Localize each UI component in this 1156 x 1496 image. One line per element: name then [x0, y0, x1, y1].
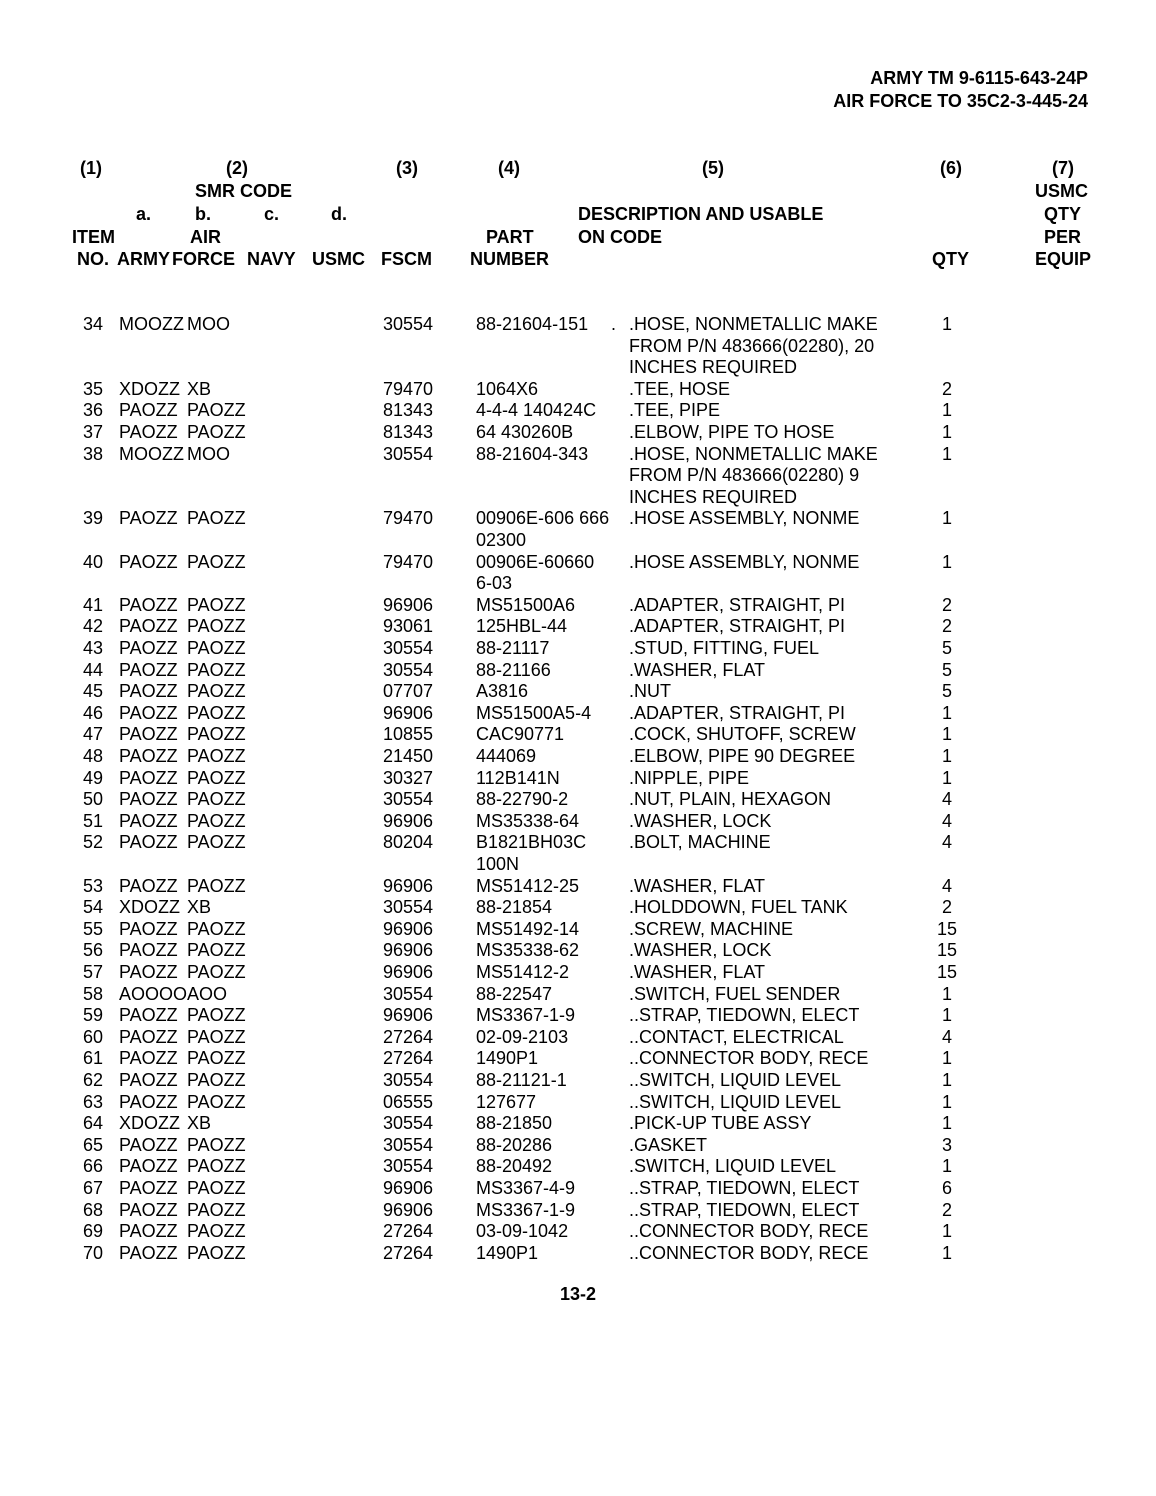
description-text: ..STRAP, TIEDOWN, ELECT [629, 1199, 860, 1220]
fscm-code: 30554 [383, 659, 434, 680]
smr-army-code: AOOOO [119, 983, 188, 1004]
quantity: 4 [941, 789, 952, 810]
smr-air-force-code: PAOZZ [187, 1199, 246, 1220]
item-number: 64 [82, 1113, 103, 1134]
item-number: 37 [82, 422, 103, 442]
air-header: AIR [190, 227, 221, 247]
item-number: 46 [82, 702, 103, 723]
smr-army-code: XDOZZ [119, 897, 180, 918]
item-number: 62 [82, 1070, 103, 1090]
fscm-code: 96906 [383, 875, 434, 896]
part-number: MS51500A6 [476, 594, 576, 615]
description-text: ..SWITCH, LIQUID LEVEL [629, 1070, 842, 1090]
smr-air-force-code: XB [187, 378, 212, 399]
smr-air-force-code: PAOZZ [187, 1221, 246, 1242]
part-number: 88-21604-343 [476, 443, 589, 464]
item-number: 69 [82, 1221, 103, 1242]
smr-army-code: PAOZZ [119, 1156, 178, 1177]
quantity: 15 [936, 918, 958, 939]
smr-code-header: SMR CODE [195, 181, 293, 201]
item-number: 36 [82, 400, 103, 421]
fscm-code: 27264 [383, 1242, 434, 1263]
quantity: 1 [941, 724, 952, 745]
description-text: .ELBOW, PIPE 90 DEGREE [629, 746, 856, 766]
description-text: .HOLDDOWN, FUEL TANK [629, 897, 848, 918]
fscm-code: 79470 [383, 551, 434, 572]
description-text: .HOSE ASSEMBLY, NONME [629, 551, 860, 572]
part-number: A3816 [476, 681, 529, 702]
fscm-code: 79470 [383, 378, 434, 399]
part-header: PART [486, 227, 534, 247]
description-text: FROM P/N 483666(02280) 9 [629, 465, 860, 486]
item-number: 59 [82, 1005, 103, 1026]
description-text: .TEE, HOSE [629, 378, 731, 399]
fscm-code: 30554 [383, 314, 434, 334]
fscm-code: 07707 [383, 681, 434, 702]
smr-air-force-code: PAOZZ [187, 1070, 246, 1090]
quantity: 1 [941, 767, 952, 788]
smr-army-code: PAOZZ [119, 1005, 178, 1026]
description-header-line1: DESCRIPTION AND USABLE [578, 204, 824, 224]
part-number: 100N [476, 854, 520, 874]
col4-number: (4) [498, 158, 520, 178]
item-number: 51 [82, 810, 103, 831]
quantity: 1 [941, 422, 952, 442]
part-number: 88-21604-151 [476, 314, 589, 334]
smr-air-force-code: PAOZZ [187, 724, 246, 745]
quantity: 1 [941, 702, 952, 723]
item-number: 39 [82, 508, 103, 529]
part-number: 03-09-1042 [476, 1221, 569, 1242]
smr-air-force-code: MOO [187, 314, 230, 334]
fscm-code: 96906 [383, 702, 434, 723]
smr-air-force-code: PAOZZ [187, 1156, 246, 1177]
item-number: 52 [82, 832, 103, 853]
smr-army-code: PAOZZ [119, 767, 178, 788]
smr-air-force-code: PAOZZ [187, 1048, 246, 1069]
description-text: .STUD, FITTING, FUEL [629, 638, 820, 658]
part-number: 88-21854 [476, 897, 553, 918]
part-number: 88-20286 [476, 1134, 553, 1155]
quantity: 5 [941, 681, 952, 702]
quantity: 1 [941, 443, 952, 464]
fscm-code: 96906 [383, 810, 434, 831]
smr-air-force-code: PAOZZ [187, 875, 246, 896]
description-text: .HOSE, NONMETALLIC MAKE [629, 314, 878, 334]
item-number: 67 [82, 1178, 103, 1198]
smr-air-force-code: PAOZZ [187, 1091, 246, 1112]
fscm-code: 30554 [383, 897, 434, 918]
fscm-code: 96906 [383, 918, 434, 939]
part-number: 88-21121-1 [476, 1070, 567, 1090]
part-number: 112B141N [476, 767, 560, 788]
quantity: 1 [941, 1242, 952, 1263]
quantity: 2 [941, 594, 952, 615]
smr-army-code: PAOZZ [119, 508, 178, 529]
quantity: 1 [941, 1113, 952, 1134]
part-number: MS51412-25 [476, 875, 580, 896]
part-number: MS51500A5-4 [476, 702, 592, 723]
smr-air-force-code: PAOZZ [187, 1134, 246, 1155]
item-number: 58 [82, 983, 103, 1004]
col1-number: (1) [80, 158, 102, 178]
fscm-code: 79470 [383, 508, 434, 529]
smr-army-code: PAOZZ [119, 702, 178, 723]
fscm-code: 21450 [383, 746, 434, 766]
smr-air-force-code: PAOZZ [187, 1242, 246, 1263]
smr-air-force-code: PAOZZ [187, 422, 246, 442]
smr-army-code: PAOZZ [119, 1199, 178, 1220]
item-number: 44 [82, 659, 103, 680]
fscm-code: 96906 [383, 594, 434, 615]
usmc-qty-header-line2: QTY [1044, 204, 1082, 224]
description-text: .HOSE ASSEMBLY, NONME [629, 508, 860, 529]
description-text: ..STRAP, TIEDOWN, ELECT [629, 1178, 860, 1198]
fscm-code: 81343 [383, 400, 434, 421]
part-number: 88-22790-2 [476, 789, 569, 810]
quantity: 1 [941, 1091, 952, 1112]
quantity: 15 [936, 940, 958, 961]
quantity: 1 [941, 983, 952, 1004]
smr-air-force-code: PAOZZ [187, 400, 246, 421]
description-text: .ELBOW, PIPE TO HOSE [629, 422, 835, 442]
quantity: 1 [941, 1070, 952, 1090]
number-header: NUMBER [470, 249, 549, 269]
smr-army-code: PAOZZ [119, 940, 178, 961]
item-header: ITEM [72, 227, 115, 247]
quantity: 2 [941, 897, 952, 918]
part-number: MS3367-1-9 [476, 1199, 576, 1220]
smr-air-force-code: PAOZZ [187, 702, 246, 723]
part-number: 88-20492 [476, 1156, 553, 1177]
no-header: NO. [77, 249, 110, 269]
col7-number: (7) [1052, 158, 1074, 178]
description-text: .ADAPTER, STRAIGHT, PI [629, 594, 846, 615]
navy-header: NAVY [247, 249, 296, 269]
force-header: FORCE [172, 249, 235, 269]
quantity: 1 [941, 1156, 952, 1177]
description-text: INCHES REQUIRED [629, 357, 798, 378]
quantity: 6 [941, 1178, 952, 1198]
fscm-code: 27264 [383, 1221, 434, 1242]
fscm-code: 30554 [383, 638, 434, 658]
smr-air-force-code: PAOZZ [187, 1026, 246, 1047]
smr-army-code: PAOZZ [119, 1178, 178, 1198]
smr-army-code: PAOZZ [119, 746, 178, 766]
description-text: .HOSE, NONMETALLIC MAKE [629, 443, 878, 464]
part-number: 4-4-4 140424C [476, 400, 597, 421]
description-text: .SWITCH, LIQUID LEVEL [629, 1156, 837, 1177]
fscm-code: 93061 [383, 616, 434, 637]
description-text: .ADAPTER, STRAIGHT, PI [629, 616, 846, 637]
smr-air-force-code: XB [187, 897, 212, 918]
item-number: 42 [82, 616, 103, 637]
usmc-qty-header-line4: EQUIP [1035, 249, 1092, 269]
part-number: 88-21117 [476, 638, 550, 658]
smr-air-force-code: PAOZZ [187, 508, 246, 529]
smr-air-force-code: PAOZZ [187, 681, 246, 702]
part-number: 00906E-60660 [476, 551, 595, 572]
quantity: 1 [941, 1221, 952, 1242]
fscm-code: 10855 [383, 724, 434, 745]
document-title-air-force: AIR FORCE TO 35C2-3-445-24 [833, 91, 1088, 111]
description-header-line2: ON CODE [578, 227, 663, 247]
smr-air-force-code: PAOZZ [187, 551, 246, 572]
quantity: 1 [941, 551, 952, 572]
usmc-header: USMC [312, 249, 365, 269]
item-number: 47 [82, 724, 103, 745]
smr-air-force-code: PAOZZ [187, 810, 246, 831]
document-title-army: ARMY TM 9-6115-643-24P [870, 68, 1088, 88]
description-text: .WASHER, LOCK [629, 810, 772, 831]
fscm-code: 80204 [383, 832, 434, 853]
fscm-code: 96906 [383, 962, 434, 982]
smr-air-force-code: PAOZZ [187, 659, 246, 680]
quantity: 4 [941, 1026, 952, 1047]
part-number: 127677 [476, 1091, 537, 1112]
description-text: .TEE, PIPE [629, 400, 721, 421]
smr-army-code: PAOZZ [119, 1070, 178, 1090]
description-text: .SCREW, MACHINE [629, 918, 794, 939]
smr-army-code: PAOZZ [119, 832, 178, 853]
item-number: 43 [82, 638, 103, 658]
smr-army-code: PAOZZ [119, 962, 178, 982]
smr-army-code: PAOZZ [119, 1091, 178, 1112]
item-number: 63 [82, 1091, 103, 1112]
part-number: 6-03 [476, 573, 513, 594]
item-number: 70 [82, 1242, 103, 1263]
quantity: 1 [941, 314, 952, 334]
item-number: 35 [82, 378, 103, 399]
quantity: 1 [941, 1048, 952, 1069]
smr-air-force-code: PAOZZ [187, 832, 246, 853]
smr-air-force-code: XB [187, 1113, 212, 1134]
item-number: 60 [82, 1026, 103, 1047]
smr-army-code: PAOZZ [119, 400, 178, 421]
smr-air-force-code: PAOZZ [187, 746, 246, 766]
quantity: 2 [941, 378, 952, 399]
part-number: 02-09-2103 [476, 1026, 569, 1047]
fscm-code: 30554 [383, 1134, 434, 1155]
fscm-code: 96906 [383, 1005, 434, 1026]
description-leader-dot: . [611, 314, 617, 334]
item-number: 49 [82, 767, 103, 788]
description-text: .NIPPLE, PIPE [629, 767, 750, 788]
fscm-code: 30554 [383, 443, 434, 464]
fscm-code: 96906 [383, 940, 434, 961]
smr-army-code: PAOZZ [119, 638, 178, 658]
item-number: 65 [82, 1134, 103, 1155]
part-number: MS51492-14 [476, 918, 580, 939]
smr-army-code: PAOZZ [119, 659, 178, 680]
quantity: 2 [941, 616, 952, 637]
description-text: .NUT, PLAIN, HEXAGON [629, 789, 832, 810]
quantity: 1 [941, 508, 952, 529]
fscm-code: 30554 [383, 983, 434, 1004]
item-number: 45 [82, 681, 103, 702]
item-number: 53 [82, 875, 103, 896]
quantity: 4 [941, 810, 952, 831]
item-number: 55 [82, 918, 103, 939]
item-number: 48 [82, 746, 103, 766]
quantity: 4 [941, 832, 952, 853]
part-number: 1490P1 [476, 1242, 539, 1263]
description-text: INCHES REQUIRED [629, 486, 798, 507]
part-number: MS3367-1-9 [476, 1005, 576, 1026]
part-number: 1490P1 [476, 1048, 539, 1069]
smr-sub-a: a. [136, 204, 152, 224]
smr-air-force-code: PAOZZ [187, 1178, 246, 1198]
part-number: MS51412-2 [476, 962, 570, 982]
description-text: .SWITCH, FUEL SENDER [629, 983, 841, 1004]
smr-army-code: PAOZZ [119, 1026, 178, 1047]
quantity: 2 [941, 1199, 952, 1220]
quantity: 3 [941, 1134, 952, 1155]
part-number: 125HBL-44 [476, 616, 568, 637]
description-text: ..CONTACT, ELECTRICAL [629, 1026, 844, 1047]
description-text: .WASHER, FLAT [629, 962, 766, 982]
item-number: 66 [82, 1156, 103, 1177]
smr-army-code: PAOZZ [119, 875, 178, 896]
smr-army-code: XDOZZ [119, 1113, 180, 1134]
description-text: .NUT [629, 681, 671, 702]
smr-army-code: XDOZZ [119, 378, 180, 399]
fscm-code: 30554 [383, 1156, 434, 1177]
smr-sub-b: b. [195, 204, 211, 224]
smr-army-code: PAOZZ [119, 681, 178, 702]
part-number: MS35338-62 [476, 940, 580, 961]
description-text: ..STRAP, TIEDOWN, ELECT [629, 1005, 860, 1026]
quantity: 15 [936, 962, 958, 982]
fscm-code: 30554 [383, 789, 434, 810]
smr-sub-d: d. [331, 204, 347, 224]
fscm-code: 30554 [383, 1113, 434, 1134]
smr-army-code: PAOZZ [119, 810, 178, 831]
description-text: .WASHER, FLAT [629, 659, 766, 680]
smr-air-force-code: PAOZZ [187, 962, 246, 982]
fscm-code: 06555 [383, 1091, 434, 1112]
description-text: ..CONNECTOR BODY, RECE [629, 1221, 869, 1242]
part-number: 88-21850 [476, 1113, 553, 1134]
quantity: 5 [941, 659, 952, 680]
smr-air-force-code: AOO [187, 983, 228, 1004]
item-number: 68 [82, 1199, 103, 1220]
col6-number: (6) [940, 158, 962, 178]
smr-air-force-code: PAOZZ [187, 918, 246, 939]
smr-army-code: PAOZZ [119, 422, 178, 442]
part-number: 00906E-606 666 [476, 508, 610, 529]
fscm-code: 27264 [383, 1026, 434, 1047]
part-number: 88-22547 [476, 983, 553, 1004]
quantity: 1 [941, 1005, 952, 1026]
smr-army-code: PAOZZ [119, 1242, 178, 1263]
fscm-header: FSCM [381, 249, 432, 269]
part-number: MS3367-4-9 [476, 1178, 576, 1198]
item-number: 56 [82, 940, 103, 961]
usmc-qty-header-line3: PER [1044, 227, 1082, 247]
col3-number: (3) [396, 158, 418, 178]
part-number: 1064X6 [476, 378, 539, 399]
smr-army-code: PAOZZ [119, 1048, 178, 1069]
part-number: CAC90771 [476, 724, 565, 745]
fscm-code: 30327 [383, 767, 434, 788]
description-text: .WASHER, LOCK [629, 940, 772, 961]
description-text: .GASKET [629, 1134, 708, 1155]
description-text: ..CONNECTOR BODY, RECE [629, 1242, 869, 1263]
smr-air-force-code: PAOZZ [187, 1005, 246, 1026]
smr-army-code: MOOZZ [119, 443, 184, 464]
description-text: .WASHER, FLAT [629, 875, 766, 896]
part-number: 02300 [476, 530, 527, 550]
smr-army-code: PAOZZ [119, 918, 178, 939]
description-text: ..CONNECTOR BODY, RECE [629, 1048, 869, 1069]
smr-air-force-code: PAOZZ [187, 638, 246, 658]
smr-air-force-code: PAOZZ [187, 940, 246, 961]
smr-air-force-code: PAOZZ [187, 789, 246, 810]
description-text: .ADAPTER, STRAIGHT, PI [629, 702, 846, 723]
page-number: 13-2 [559, 1284, 597, 1304]
smr-army-code: PAOZZ [119, 616, 178, 637]
quantity: 4 [941, 875, 952, 896]
quantity: 5 [941, 638, 952, 658]
smr-army-code: PAOZZ [119, 789, 178, 810]
col5-number: (5) [702, 158, 724, 178]
smr-army-code: PAOZZ [119, 594, 178, 615]
smr-army-code: PAOZZ [119, 724, 178, 745]
quantity: 1 [941, 746, 952, 766]
smr-air-force-code: PAOZZ [187, 767, 246, 788]
fscm-code: 30554 [383, 1070, 434, 1090]
item-number: 34 [82, 314, 103, 334]
description-text: .BOLT, MACHINE [629, 832, 771, 853]
part-number: 64 430260B [476, 422, 574, 442]
item-number: 40 [82, 551, 103, 572]
smr-army-code: PAOZZ [119, 551, 178, 572]
smr-air-force-code: PAOZZ [187, 616, 246, 637]
part-number: 88-21166 [476, 659, 551, 680]
description-text: .PICK-UP TUBE ASSY [629, 1113, 812, 1134]
fscm-code: 81343 [383, 422, 434, 442]
smr-army-code: PAOZZ [119, 1134, 178, 1155]
description-text: ..SWITCH, LIQUID LEVEL [629, 1091, 842, 1112]
fscm-code: 96906 [383, 1178, 434, 1198]
col2-number: (2) [226, 158, 248, 178]
quantity: 1 [941, 400, 952, 421]
item-number: 57 [82, 962, 103, 982]
smr-army-code: PAOZZ [119, 1221, 178, 1242]
item-number: 41 [82, 594, 103, 615]
description-text: FROM P/N 483666(02280), 20 [629, 335, 875, 356]
item-number: 38 [82, 443, 103, 464]
part-number: B1821BH03C [476, 832, 587, 853]
usmc-qty-header-line1: USMC [1035, 181, 1088, 201]
smr-air-force-code: MOO [187, 443, 230, 464]
fscm-code: 27264 [383, 1048, 434, 1069]
smr-army-code: MOOZZ [119, 314, 184, 334]
item-number: 50 [82, 789, 103, 810]
item-number: 54 [82, 897, 103, 918]
qty-header: QTY [932, 249, 970, 269]
fscm-code: 96906 [383, 1199, 434, 1220]
part-number: MS35338-64 [476, 810, 580, 831]
description-text: .COCK, SHUTOFF, SCREW [629, 724, 856, 745]
smr-air-force-code: PAOZZ [187, 594, 246, 615]
smr-sub-c: c. [264, 204, 280, 224]
part-number: 444069 [476, 746, 537, 766]
army-header: ARMY [117, 249, 170, 269]
item-number: 61 [82, 1048, 103, 1069]
